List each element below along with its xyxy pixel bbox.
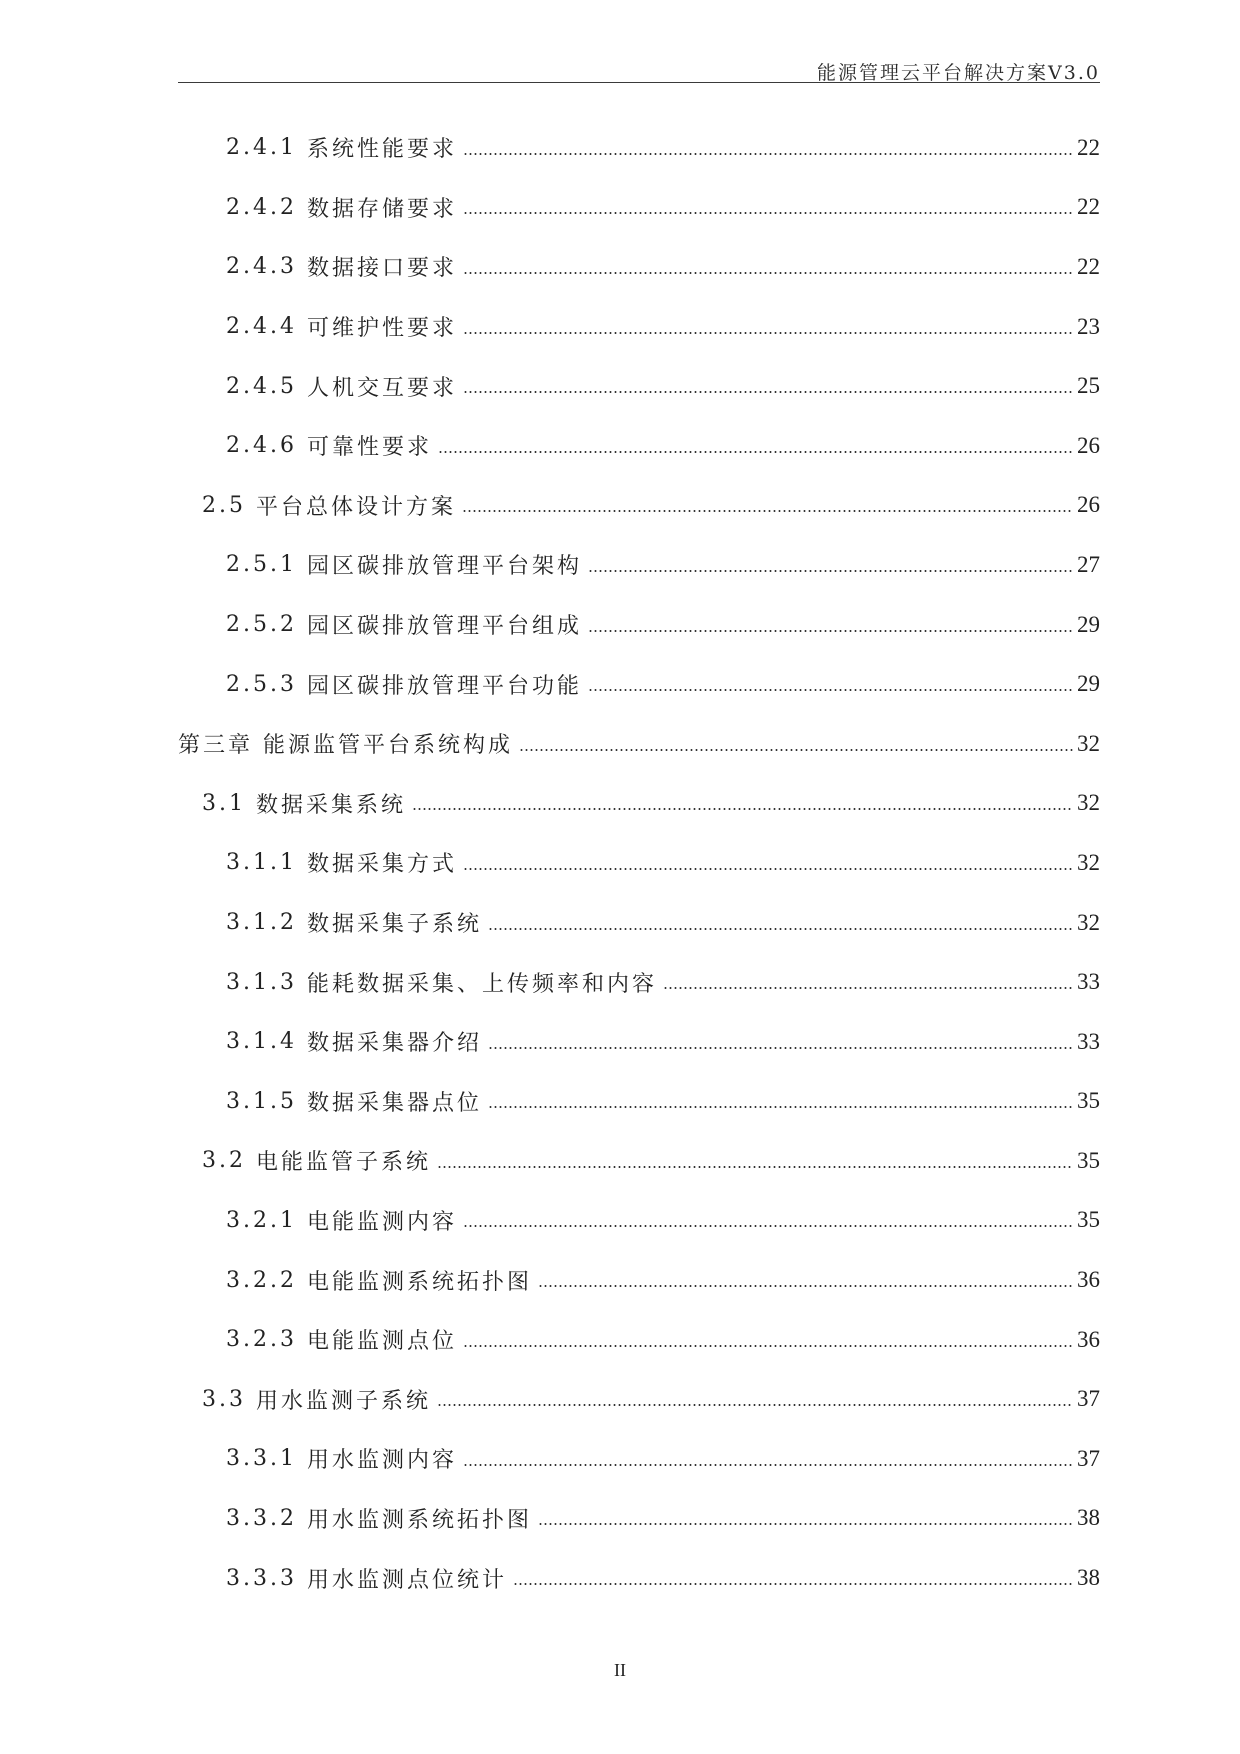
toc-entry-page: 32 [1077, 790, 1100, 816]
toc-entry-number: 2.4.5 [226, 373, 297, 399]
toc-entry[interactable] [178, 118, 1100, 178]
toc-entry-page: 35 [1077, 1147, 1100, 1173]
toc-dot-leader [462, 510, 1073, 512]
toc-entry-number: 3.1.3 [226, 969, 297, 995]
toc-entry-title: 数据采集子系统 [306, 912, 482, 938]
toc-dot-leader [463, 332, 1073, 334]
toc-entry-number: 2.4.6 [226, 433, 297, 459]
toc-entry[interactable] [178, 1191, 1100, 1251]
toc-entry[interactable] [178, 476, 1100, 536]
toc-entry-page: 38 [1077, 1565, 1100, 1591]
toc-entry-title: 用水监测点位统计 [306, 1567, 507, 1593]
toc-entry-number: 2.4.2 [226, 194, 297, 220]
toc-entry-page: 35 [1077, 1207, 1100, 1233]
toc-entry-page: 38 [1077, 1505, 1100, 1531]
toc-entry-title: 数据采集系统 [256, 792, 407, 818]
table-of-contents [178, 118, 1100, 1608]
toc-entry[interactable] [178, 1429, 1100, 1489]
toc-entry-title: 数据存储要求 [306, 196, 457, 222]
toc-dot-leader [463, 1225, 1073, 1227]
toc-entry[interactable] [178, 1310, 1100, 1370]
toc-entry-title: 能耗数据采集、上传频率和内容 [306, 971, 657, 997]
toc-entry-page: 27 [1077, 551, 1100, 577]
toc-entry-title: 数据采集器点位 [306, 1090, 482, 1116]
toc-entry-title: 用水监测内容 [306, 1448, 457, 1474]
toc-entry-number: 3.3.3 [226, 1565, 297, 1591]
toc-entry-title: 人机交互要求 [306, 375, 457, 401]
toc-dot-leader [538, 1285, 1073, 1287]
toc-entry-page: 33 [1077, 969, 1100, 995]
toc-dot-leader [488, 928, 1073, 930]
toc-entry-title: 电能监测点位 [306, 1329, 457, 1355]
toc-entry[interactable] [178, 416, 1100, 476]
toc-entry[interactable] [178, 1131, 1100, 1191]
toc-entry-page: 23 [1077, 313, 1100, 339]
toc-entry[interactable] [178, 178, 1100, 238]
toc-entry-number: 3.3 [202, 1386, 246, 1412]
toc-entry-title: 可靠性要求 [306, 435, 432, 461]
toc-entry[interactable] [178, 893, 1100, 953]
toc-entry-number: 2.4.3 [226, 254, 297, 280]
document-header-title: 能源管理云平台解决方案V3.0 [817, 62, 1100, 84]
toc-entry-title: 数据接口要求 [306, 256, 457, 282]
toc-entry[interactable] [178, 1489, 1100, 1549]
toc-dot-leader [437, 1166, 1073, 1168]
toc-dot-leader [663, 987, 1073, 989]
toc-entry[interactable] [178, 1012, 1100, 1072]
toc-entry-page: 26 [1077, 492, 1100, 518]
toc-entry-number: 3.1 [202, 790, 246, 816]
toc-dot-leader [438, 451, 1073, 453]
toc-entry[interactable] [178, 714, 1100, 774]
toc-entry-title: 电能监测系统拓扑图 [306, 1269, 532, 1295]
toc-dot-leader [463, 212, 1073, 214]
toc-entry-page: 29 [1077, 671, 1100, 697]
toc-dot-leader [488, 1047, 1073, 1049]
toc-entry[interactable] [178, 237, 1100, 297]
toc-entry[interactable] [178, 654, 1100, 714]
page-number: II [614, 1660, 626, 1680]
toc-entry-page: 22 [1077, 253, 1100, 279]
toc-dot-leader [538, 1523, 1073, 1525]
toc-entry[interactable] [178, 297, 1100, 357]
toc-entry-page: 33 [1077, 1028, 1100, 1054]
toc-entry[interactable] [178, 833, 1100, 893]
toc-entry-number: 3.1.1 [226, 850, 297, 876]
toc-entry-title: 用水监测系统拓扑图 [306, 1507, 532, 1533]
toc-dot-leader [463, 1345, 1073, 1347]
toc-entry-number: 3.1.5 [226, 1088, 297, 1114]
toc-entry-page: 29 [1077, 611, 1100, 637]
toc-entry[interactable] [178, 535, 1100, 595]
toc-entry-page: 35 [1077, 1088, 1100, 1114]
toc-dot-leader [437, 1404, 1073, 1406]
toc-entry-page: 26 [1077, 432, 1100, 458]
toc-entry-title: 数据采集器介绍 [306, 1031, 482, 1057]
toc-entry-number: 3.1.2 [226, 910, 297, 936]
toc-entry-number: 3.2 [202, 1148, 246, 1174]
toc-dot-leader [463, 1464, 1073, 1466]
toc-entry[interactable] [178, 1072, 1100, 1132]
toc-entry-number: 2.5.1 [226, 552, 297, 578]
toc-dot-leader [588, 570, 1073, 572]
toc-dot-leader [463, 868, 1073, 870]
toc-dot-leader [463, 272, 1073, 274]
toc-entry-number: 3.1.4 [226, 1029, 297, 1055]
toc-entry[interactable] [178, 774, 1100, 834]
toc-entry-page: 36 [1077, 1326, 1100, 1352]
toc-entry-title: 电能监测内容 [306, 1209, 457, 1235]
toc-entry-number: 2.5.2 [226, 612, 297, 638]
toc-entry-title: 电能监管子系统 [256, 1150, 432, 1176]
toc-entry-number: 3.3.1 [226, 1446, 297, 1472]
toc-dot-leader [488, 1106, 1073, 1108]
toc-entry[interactable] [178, 1250, 1100, 1310]
toc-entry-number: 3.3.2 [226, 1505, 297, 1531]
toc-entry-title: 园区碳排放管理平台架构 [306, 554, 582, 580]
toc-entry-title: 数据采集方式 [306, 852, 457, 878]
toc-dot-leader [412, 808, 1073, 810]
toc-entry-page: 32 [1077, 909, 1100, 935]
toc-entry-number: 3.2.3 [226, 1327, 297, 1353]
toc-dot-leader [519, 749, 1073, 751]
toc-entry[interactable] [178, 952, 1100, 1012]
toc-entry-page: 32 [1077, 849, 1100, 875]
toc-entry-number: 2.5.3 [226, 671, 297, 697]
toc-entry-title: 园区碳排放管理平台组成 [306, 614, 582, 640]
toc-entry-page: 37 [1077, 1445, 1100, 1471]
toc-entry-number: 2.5 [202, 492, 246, 518]
toc-entry-number: 第三章 [178, 733, 254, 759]
toc-entry-title: 能源监管平台系统构成 [263, 733, 514, 759]
toc-entry-page: 36 [1077, 1267, 1100, 1293]
toc-dot-leader [463, 391, 1073, 393]
toc-entry[interactable] [178, 1369, 1100, 1429]
toc-dot-leader [463, 153, 1073, 155]
header-divider [178, 82, 1100, 83]
toc-entry-number: 3.2.2 [226, 1267, 297, 1293]
toc-dot-leader [588, 689, 1073, 691]
toc-entry-title: 可维护性要求 [306, 316, 457, 342]
toc-entry-title: 园区碳排放管理平台功能 [306, 673, 582, 699]
toc-entry-title: 平台总体设计方案 [256, 494, 457, 520]
toc-entry-title: 用水监测子系统 [256, 1388, 432, 1414]
toc-dot-leader [588, 630, 1073, 632]
toc-entry-page: 22 [1077, 194, 1100, 220]
toc-entry-page: 32 [1077, 730, 1100, 756]
toc-entry-number: 2.4.4 [226, 314, 297, 340]
toc-entry-title: 系统性能要求 [306, 137, 457, 163]
toc-entry[interactable] [178, 1548, 1100, 1608]
toc-entry-number: 3.2.1 [226, 1207, 297, 1233]
toc-entry-page: 25 [1077, 373, 1100, 399]
toc-entry-page: 22 [1077, 134, 1100, 160]
toc-entry[interactable] [178, 595, 1100, 655]
toc-entry[interactable] [178, 356, 1100, 416]
toc-entry-number: 2.4.1 [226, 135, 297, 161]
toc-entry-page: 37 [1077, 1386, 1100, 1412]
toc-dot-leader [513, 1583, 1073, 1585]
